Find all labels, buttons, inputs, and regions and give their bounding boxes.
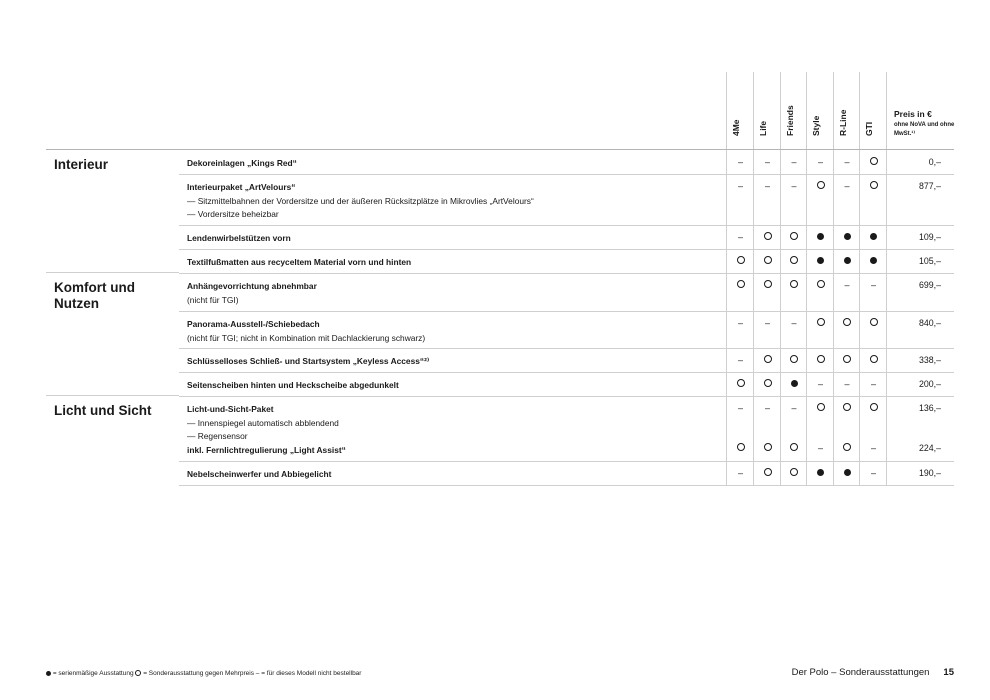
table-row bbox=[179, 249, 954, 274]
open-circle-icon bbox=[754, 280, 781, 290]
open-circle-icon bbox=[834, 318, 860, 328]
open-circle-icon bbox=[860, 181, 887, 191]
cell-life bbox=[753, 150, 781, 174]
column-label: R-Line bbox=[837, 109, 848, 136]
row-title: Interieurpaket „ArtVelours“ bbox=[187, 182, 296, 192]
group-divider bbox=[46, 272, 179, 273]
dash-icon bbox=[834, 280, 860, 290]
dash-icon bbox=[860, 280, 887, 290]
open-circle-icon bbox=[754, 379, 781, 389]
column-label: 4Me bbox=[730, 119, 741, 136]
row-title: Schlüsselloses Schließ- und Startsystem „Keyless Access“²⁾ bbox=[187, 356, 430, 366]
row-description bbox=[187, 280, 727, 307]
open-circle-icon bbox=[781, 280, 807, 290]
column-header-price bbox=[886, 72, 955, 150]
open-circle-icon bbox=[754, 232, 781, 242]
filled-circle-icon bbox=[807, 468, 834, 478]
legend bbox=[46, 670, 361, 677]
filled-circle-icon bbox=[781, 379, 807, 389]
row-detail: — Regensensor bbox=[187, 431, 248, 441]
table-row bbox=[179, 273, 954, 312]
cell-style bbox=[806, 273, 834, 311]
cell-friends bbox=[780, 225, 807, 249]
cell-life bbox=[753, 225, 781, 249]
row-extra-title: inkl. Fernlichtregulierung „Light Assist“ bbox=[187, 444, 346, 455]
dash-icon bbox=[781, 181, 807, 191]
open-circle-icon bbox=[727, 280, 754, 290]
cell-life bbox=[753, 273, 781, 311]
row-title: Panorama-Ausstell-/Schiebedach bbox=[187, 319, 320, 329]
price-value: 105,– bbox=[918, 256, 941, 266]
dash-icon bbox=[807, 443, 834, 453]
row-detail: (nicht für TGI; nicht in Kombination mit Dachlackierung schwarz) bbox=[187, 332, 426, 343]
dash-icon bbox=[754, 181, 781, 191]
dash-icon bbox=[834, 157, 860, 167]
open-circle-icon bbox=[807, 403, 834, 413]
filled-circle-icon bbox=[834, 256, 860, 266]
cell-gti bbox=[859, 225, 887, 249]
cell-life bbox=[753, 461, 781, 485]
row-description bbox=[187, 355, 727, 369]
open-circle-icon bbox=[807, 280, 834, 290]
cell-r-line bbox=[833, 461, 860, 485]
cell-life bbox=[753, 249, 781, 273]
cell-friends bbox=[780, 249, 807, 273]
price-value: 200,– bbox=[918, 379, 941, 389]
open-circle-icon bbox=[860, 403, 887, 413]
open-circle-icon bbox=[860, 157, 887, 167]
table-row bbox=[179, 174, 954, 226]
cell-gti bbox=[859, 311, 887, 348]
cell-gti bbox=[859, 150, 887, 174]
cell-4me bbox=[726, 150, 754, 174]
dash-icon bbox=[781, 403, 807, 413]
price-cell bbox=[886, 348, 955, 372]
open-circle-icon bbox=[727, 443, 754, 453]
page-number: 15 bbox=[943, 667, 954, 678]
open-circle-icon bbox=[781, 443, 807, 453]
row-description bbox=[187, 403, 727, 457]
cell-life bbox=[753, 311, 781, 348]
open-circle-icon bbox=[754, 256, 781, 266]
dash-icon bbox=[834, 379, 860, 389]
row-detail: — Vordersitze beheizbar bbox=[187, 209, 279, 219]
price-header-sub: ohne NoVA und ohne MwSt.¹⁾ bbox=[894, 122, 955, 137]
price-cell bbox=[886, 372, 955, 396]
cell-4me bbox=[726, 372, 754, 396]
group-title-komfort: Komfort und Nutzen bbox=[54, 280, 135, 311]
cell-r-line bbox=[833, 225, 860, 249]
cell-friends bbox=[780, 273, 807, 311]
open-circle-icon bbox=[781, 256, 807, 266]
table-row bbox=[179, 150, 954, 175]
column-header-row bbox=[0, 72, 990, 150]
cell-4me bbox=[726, 273, 754, 311]
cell-style bbox=[806, 461, 834, 485]
cell-r-line bbox=[833, 174, 860, 225]
open-circle-icon bbox=[781, 232, 807, 242]
group-title-interieur: Interieur bbox=[54, 157, 109, 172]
cell-friends bbox=[780, 396, 807, 461]
table-row bbox=[179, 348, 954, 373]
cell-4me bbox=[726, 396, 754, 461]
price-value: 136,– bbox=[918, 403, 941, 413]
dash-icon bbox=[834, 181, 860, 191]
dash-icon bbox=[754, 403, 781, 413]
legend-open: = Sonderausstattung gegen Mehrpreis bbox=[143, 670, 254, 677]
open-circle-icon bbox=[834, 403, 860, 413]
dash-icon bbox=[807, 157, 834, 167]
table-row bbox=[179, 372, 954, 397]
price-cell bbox=[886, 396, 955, 461]
cell-life bbox=[753, 174, 781, 225]
document-title: Der Polo – Sonderausstattungen bbox=[791, 667, 930, 678]
filled-circle-icon bbox=[46, 671, 51, 676]
dash-icon bbox=[860, 468, 887, 478]
open-circle-icon bbox=[754, 443, 781, 453]
table-row bbox=[179, 311, 954, 349]
open-circle-icon bbox=[754, 355, 781, 365]
open-circle-icon bbox=[781, 355, 807, 365]
row-detail: (nicht für TGI) bbox=[187, 294, 239, 305]
cell-gti bbox=[859, 461, 887, 485]
table-row bbox=[179, 225, 954, 250]
dash-icon bbox=[860, 379, 887, 389]
cell-style bbox=[806, 348, 834, 372]
row-description bbox=[187, 379, 727, 393]
open-circle-icon bbox=[135, 670, 141, 676]
cell-r-line bbox=[833, 273, 860, 311]
row-description bbox=[187, 468, 727, 482]
open-circle-icon bbox=[727, 256, 754, 266]
cell-4me bbox=[726, 461, 754, 485]
cell-friends bbox=[780, 311, 807, 348]
cell-life bbox=[753, 372, 781, 396]
price-value: 338,– bbox=[918, 355, 941, 365]
row-title: Seitenscheiben hinten und Heckscheibe abgedunkelt bbox=[187, 380, 399, 390]
column-label: Style bbox=[810, 115, 821, 136]
dash-icon bbox=[781, 157, 807, 167]
dash-icon bbox=[727, 355, 754, 365]
cell-gti bbox=[859, 372, 887, 396]
open-circle-icon bbox=[754, 468, 781, 478]
price-value: 190,– bbox=[918, 468, 941, 478]
price-value: 877,– bbox=[918, 181, 941, 191]
row-description bbox=[187, 256, 727, 270]
price-cell bbox=[886, 311, 955, 348]
cell-r-line bbox=[833, 311, 860, 348]
row-title: Lendenwirbelstützen vorn bbox=[187, 233, 291, 243]
open-circle-icon bbox=[807, 318, 834, 328]
price-cell bbox=[886, 249, 955, 273]
cell-style bbox=[806, 249, 834, 273]
cell-life bbox=[753, 396, 781, 461]
cell-friends bbox=[780, 461, 807, 485]
price-cell bbox=[886, 461, 955, 485]
cell-style bbox=[806, 311, 834, 348]
price-cell bbox=[886, 225, 955, 249]
price-value: 699,– bbox=[918, 280, 941, 290]
dash-icon bbox=[727, 403, 754, 413]
cell-gti bbox=[859, 348, 887, 372]
row-title: Nebelscheinwerfer und Abbiegelicht bbox=[187, 469, 332, 479]
column-header-friends bbox=[780, 72, 808, 150]
cell-life bbox=[753, 348, 781, 372]
row-description bbox=[187, 232, 727, 246]
dash-icon bbox=[807, 379, 834, 389]
dash-icon bbox=[727, 232, 754, 242]
filled-circle-icon bbox=[834, 232, 860, 242]
group-title-licht: Licht und Sicht bbox=[54, 403, 152, 418]
cell-4me bbox=[726, 225, 754, 249]
cell-style bbox=[806, 396, 834, 461]
cell-friends bbox=[780, 174, 807, 225]
column-label: GTI bbox=[863, 121, 874, 136]
cell-4me bbox=[726, 348, 754, 372]
row-title: Textilfußmatten aus recyceltem Material vorn und hinten bbox=[187, 257, 412, 267]
dash-icon bbox=[754, 318, 781, 328]
open-circle-icon bbox=[807, 355, 834, 365]
filled-circle-icon bbox=[860, 256, 887, 266]
price-cell bbox=[886, 273, 955, 311]
cell-r-line bbox=[833, 396, 860, 461]
group-divider bbox=[46, 395, 179, 396]
open-circle-icon bbox=[834, 443, 860, 453]
open-circle-icon bbox=[781, 468, 807, 478]
column-label: Friends bbox=[784, 105, 795, 136]
cell-gti bbox=[859, 273, 887, 311]
row-title: Anhängevorrichtung abnehmbar bbox=[187, 281, 317, 291]
price-value: 840,– bbox=[918, 318, 941, 328]
row-description bbox=[187, 181, 727, 222]
column-header-style bbox=[806, 72, 834, 150]
dash-icon bbox=[754, 157, 781, 167]
cell-friends bbox=[780, 348, 807, 372]
open-circle-icon bbox=[834, 355, 860, 365]
cell-gti bbox=[859, 249, 887, 273]
cell-gti bbox=[859, 174, 887, 225]
cell-r-line bbox=[833, 372, 860, 396]
table-row bbox=[179, 396, 954, 462]
column-header-gti bbox=[859, 72, 887, 150]
row-detail: — Innenspiegel automatisch abblendend bbox=[187, 417, 339, 428]
dash-icon bbox=[727, 318, 754, 328]
cell-4me bbox=[726, 311, 754, 348]
legend-na: – = für dieses Modell nicht bestellbar bbox=[255, 670, 362, 677]
cell-friends bbox=[780, 150, 807, 174]
column-header-4me bbox=[726, 72, 754, 150]
price-cell bbox=[886, 150, 955, 174]
cell-style bbox=[806, 225, 834, 249]
cell-gti bbox=[859, 396, 887, 461]
cell-style bbox=[806, 174, 834, 225]
row-detail: — Sitzmittelbahnen der Vordersitze und der äußeren Rücksitzplätze in Mikrovlies „ArtVelours“ bbox=[187, 195, 534, 206]
dash-icon bbox=[727, 468, 754, 478]
column-header-life bbox=[753, 72, 781, 150]
price-header-title: Preis in € bbox=[894, 109, 932, 119]
cell-style bbox=[806, 150, 834, 174]
dash-icon bbox=[727, 181, 754, 191]
filled-circle-icon bbox=[807, 256, 834, 266]
cell-r-line bbox=[833, 348, 860, 372]
cell-r-line bbox=[833, 150, 860, 174]
price-value: 0,– bbox=[928, 157, 941, 167]
column-header-r-line bbox=[833, 72, 861, 150]
row-description bbox=[187, 157, 727, 171]
cell-r-line bbox=[833, 249, 860, 273]
open-circle-icon bbox=[860, 355, 887, 365]
row-title: Licht-und-Sicht-Paket bbox=[187, 404, 274, 414]
row-description bbox=[187, 318, 727, 345]
legend-full: = serienmäßige Ausstattung bbox=[52, 670, 134, 677]
cell-4me bbox=[726, 249, 754, 273]
dash-icon bbox=[727, 157, 754, 167]
price-cell bbox=[886, 174, 955, 225]
filled-circle-icon bbox=[834, 468, 860, 478]
filled-circle-icon bbox=[807, 232, 834, 242]
price-value-extra: 224,– bbox=[918, 443, 941, 453]
cell-style bbox=[806, 372, 834, 396]
row-title: Dekoreinlagen „Kings Red“ bbox=[187, 158, 297, 168]
dash-icon bbox=[860, 443, 887, 453]
filled-circle-icon bbox=[860, 232, 887, 242]
column-label: Life bbox=[757, 120, 768, 136]
price-value: 109,– bbox=[918, 232, 941, 242]
page-footer bbox=[792, 667, 954, 678]
open-circle-icon bbox=[860, 318, 887, 328]
table-row bbox=[179, 461, 954, 486]
dash-icon bbox=[781, 318, 807, 328]
open-circle-icon bbox=[807, 181, 834, 191]
cell-friends bbox=[780, 372, 807, 396]
cell-4me bbox=[726, 174, 754, 225]
open-circle-icon bbox=[727, 379, 754, 389]
